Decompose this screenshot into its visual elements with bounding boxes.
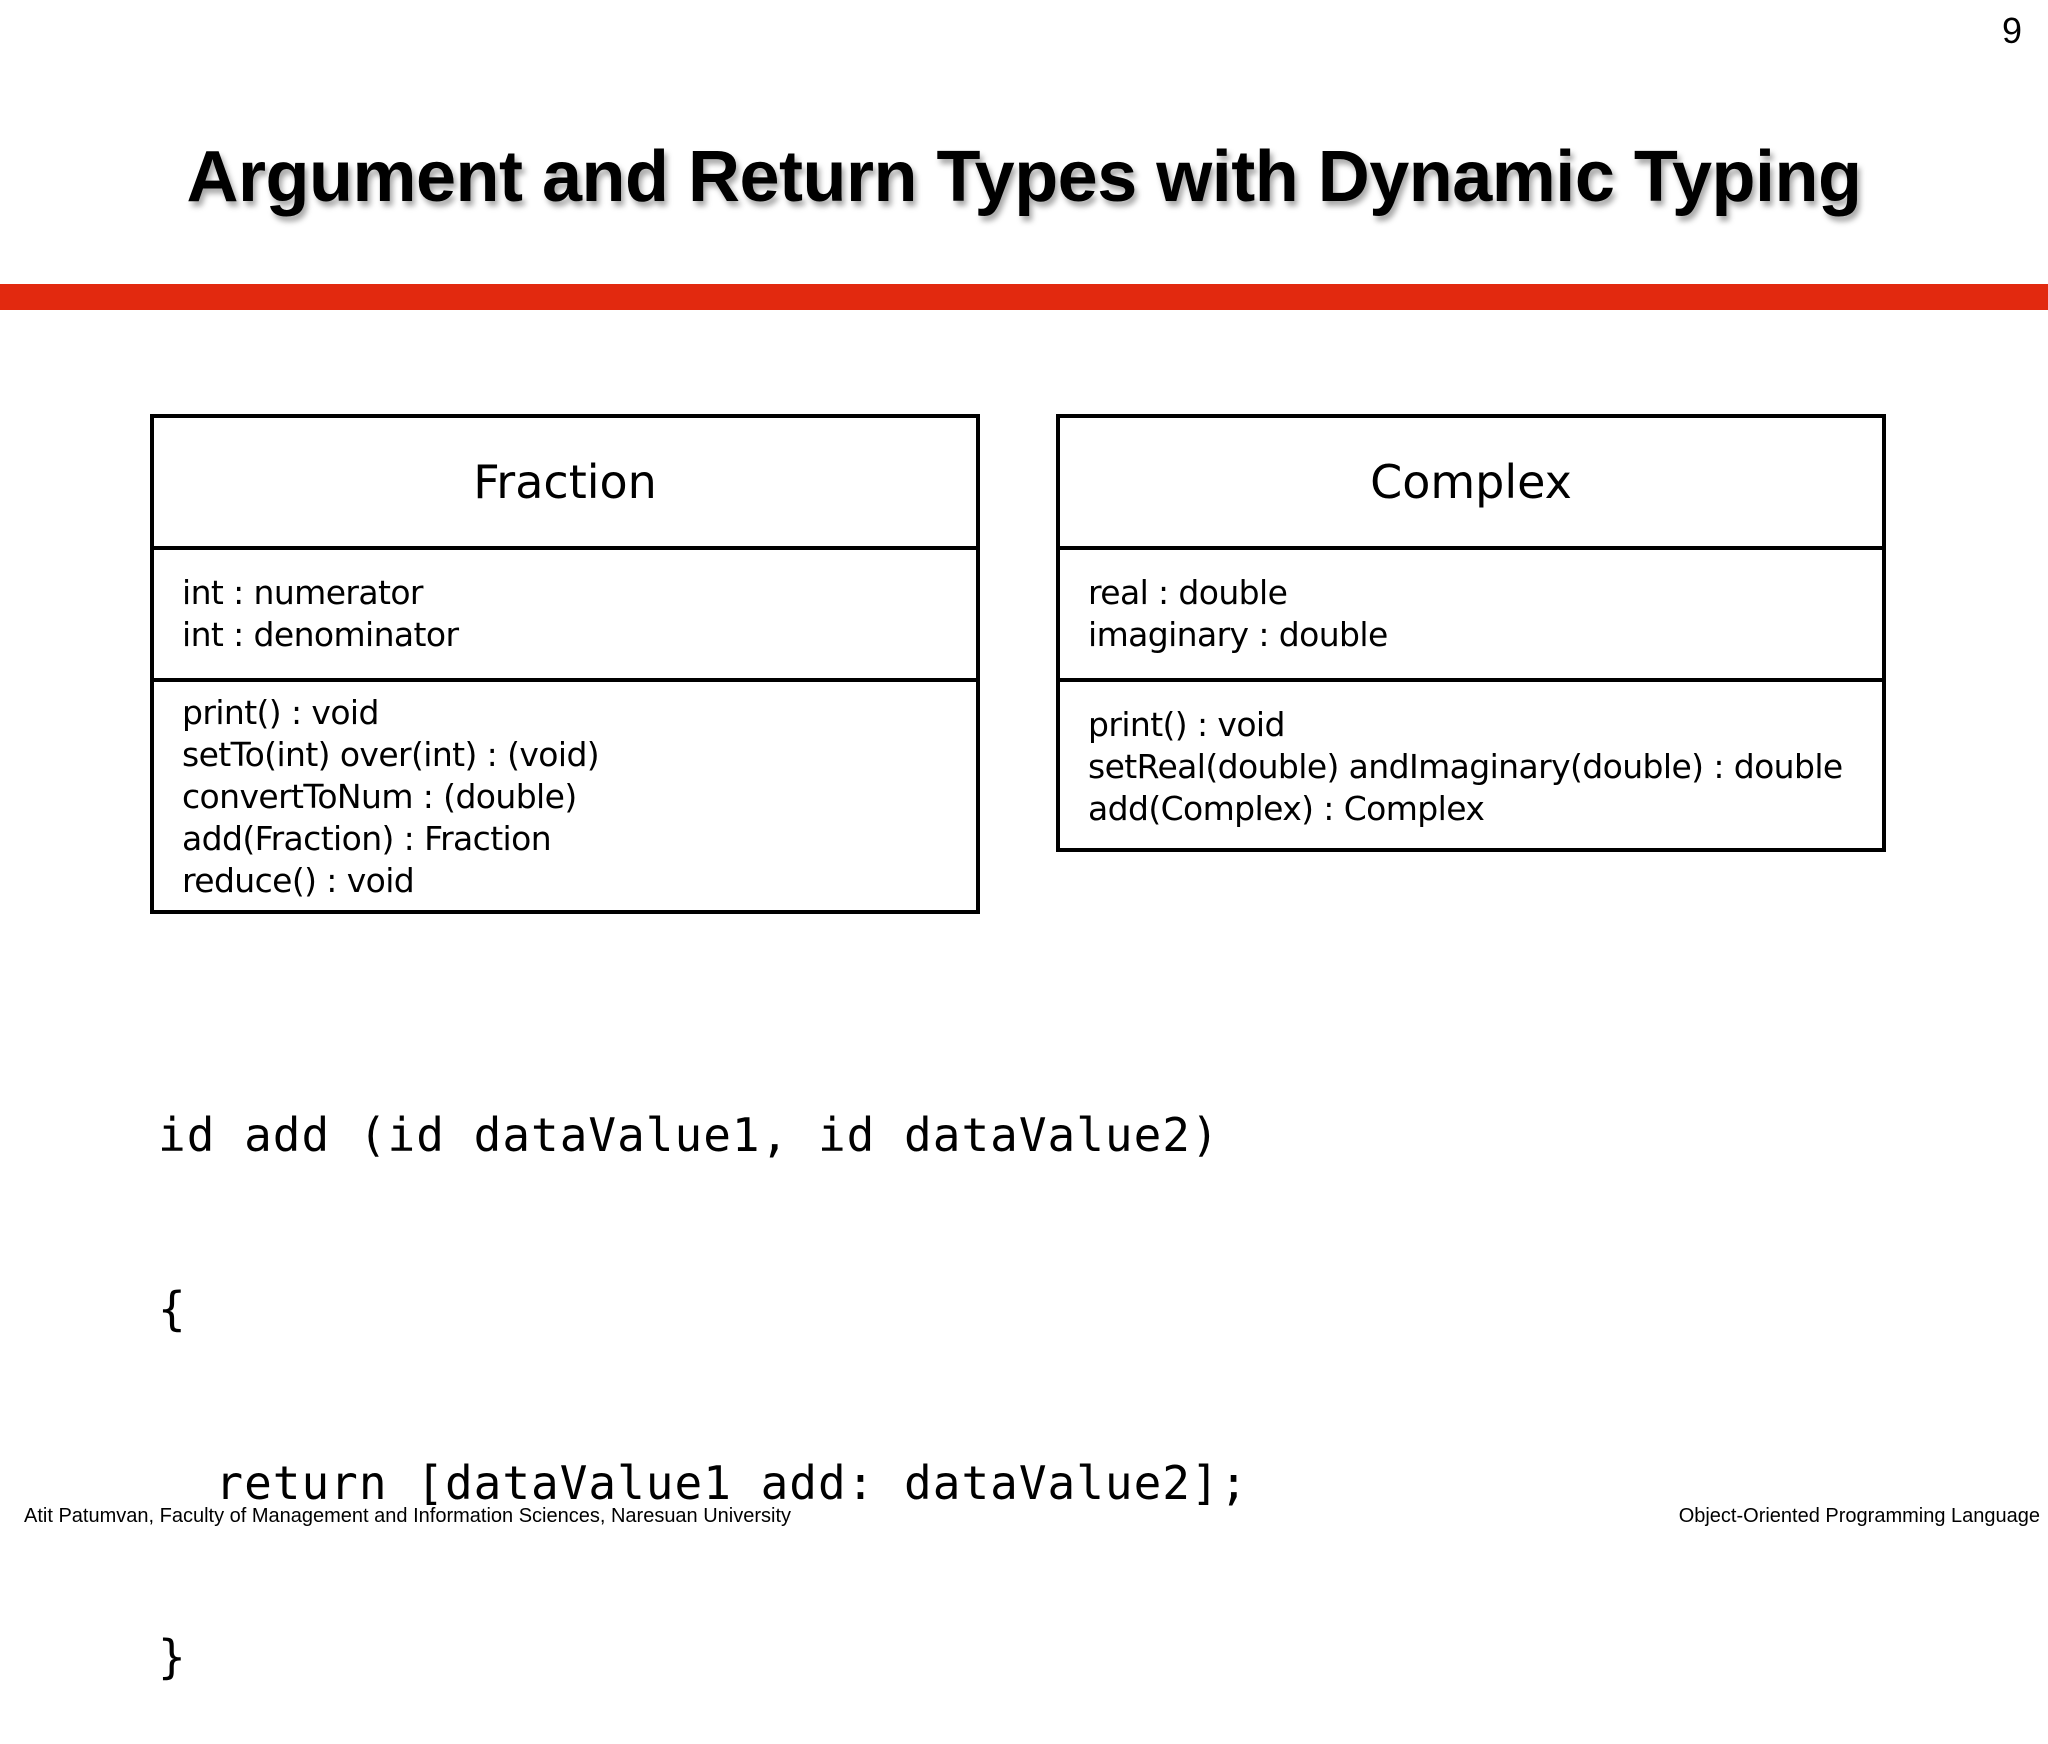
uml-operations [154,682,976,922]
code-line: return [dataValue1 add: dataValue2]; [158,1456,1249,1510]
uml-operation: setReal(double) andImaginary(double) : double [1088,747,1843,786]
uml-class-name: Complex [1060,418,1882,550]
uml-attribute: imaginary : double [1088,615,1388,654]
uml-attribute: int : denominator [182,615,459,654]
uml-class-complex [1056,414,1886,852]
code-block [158,990,1248,1744]
uml-class-fraction [150,414,980,914]
code-line: } [158,1630,187,1684]
footer-course: Object-Oriented Programming Language [1678,1505,2040,1527]
uml-attributes [1060,550,1882,682]
uml-operations [1060,682,1882,850]
slide-title: Argument and Return Types with Dynamic Typing [186,137,1862,217]
code-line: { [158,1282,187,1336]
title-accent-bar [0,284,2048,310]
uml-operation: setTo(int) over(int) : (void) [182,735,600,774]
uml-operation: print() : void [1088,705,1285,744]
page-number: 9 [2001,10,2022,51]
uml-attribute: real : double [1088,573,1288,612]
uml-operation: add(Complex) : Complex [1088,789,1485,828]
uml-attribute: int : numerator [182,573,423,612]
uml-operation: reduce() : void [182,861,415,900]
uml-class-name: Fraction [154,418,976,550]
code-line: id add (id dataValue1, id dataValue2) [158,1108,1220,1162]
footer-author: Atit Patumvan, Faculty of Management and Information Sciences, Naresuan University [24,1505,792,1527]
uml-operation: print() : void [182,693,379,732]
uml-attributes [154,550,976,682]
uml-operation: add(Fraction) : Fraction [182,819,552,858]
uml-operation: convertToNum : (double) [182,777,577,816]
